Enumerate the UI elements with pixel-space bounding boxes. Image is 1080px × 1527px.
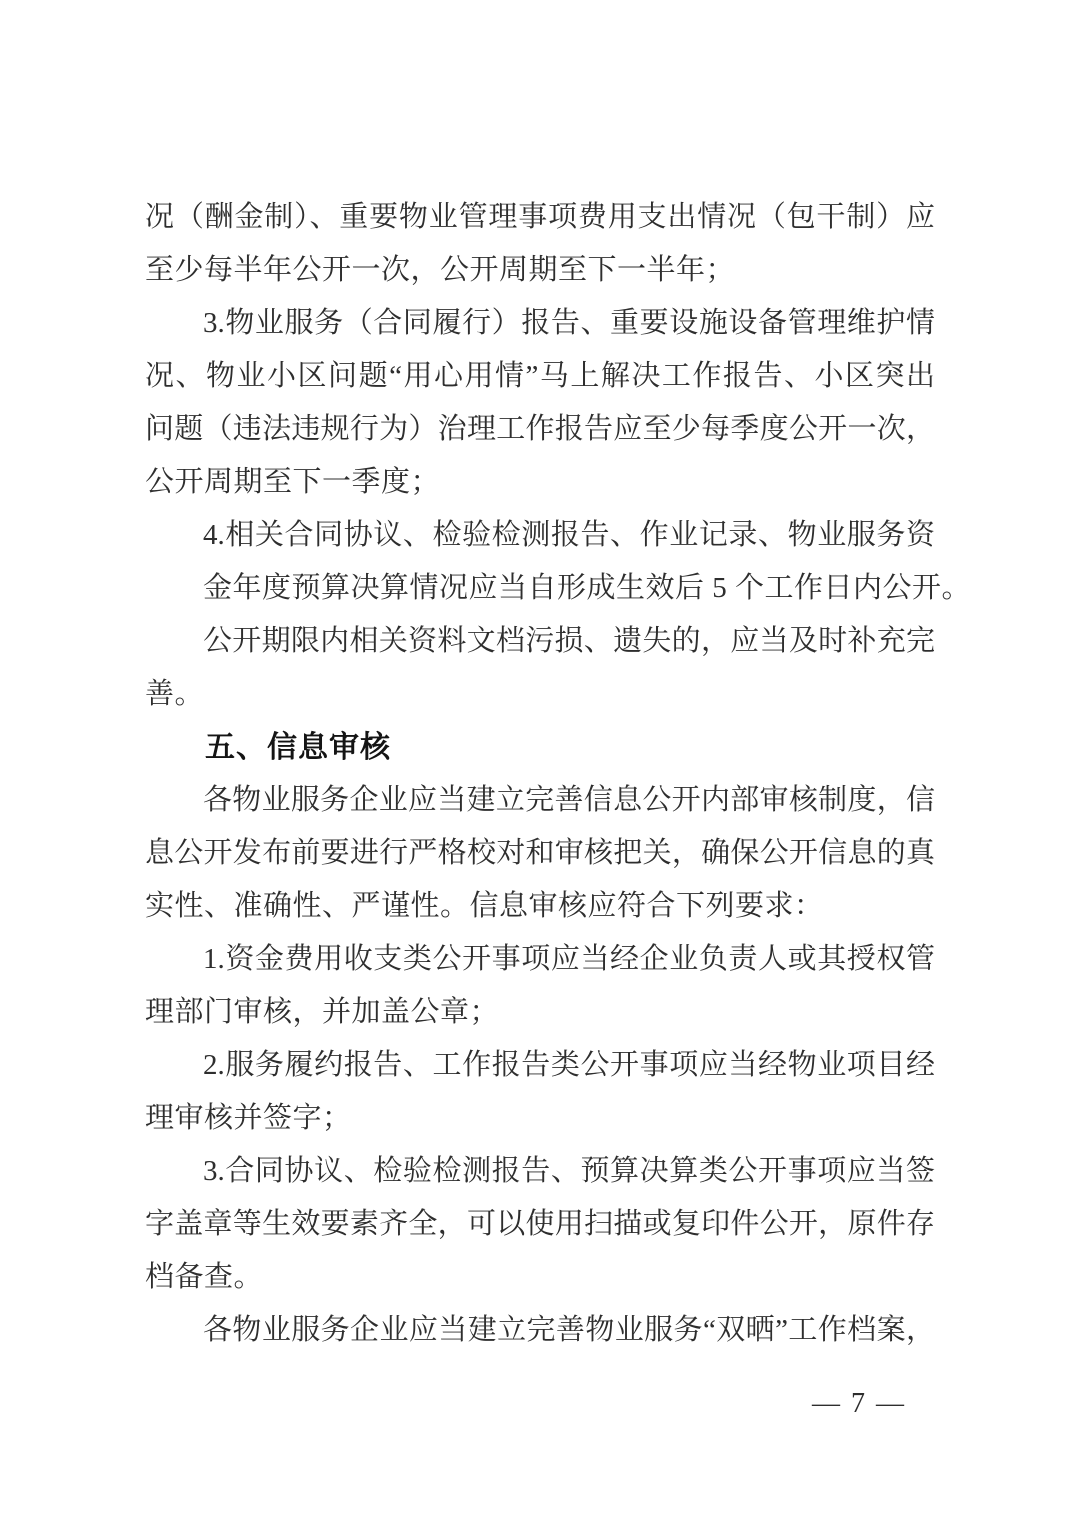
text-line: 至少每半年公开一次，公开周期至下一半年； bbox=[145, 254, 736, 286]
text-line: 实性、准确性、严谨性。信息审核应符合下列要求： bbox=[145, 890, 824, 922]
text-line: 况、物业小区问题“用心用情”马上解决工作报告、小区突出 bbox=[145, 360, 935, 392]
text-line: 问题（违法违规行为）治理工作报告应至少每季度公开一次， bbox=[145, 413, 935, 445]
text-line: 金年度预算决算情况应当自形成生效后 5 个工作日内公开。 bbox=[203, 572, 972, 604]
text-line: 4.相关合同协议、检验检测报告、作业记录、物业服务资 bbox=[203, 519, 935, 551]
text-line: 理部门审核，并加盖公章； bbox=[145, 996, 500, 1028]
text-line: 各物业服务企业应当建立完善物业服务“双晒”工作档案， bbox=[203, 1314, 935, 1346]
text-line: 3.合同协议、检验检测报告、预算决算类公开事项应当签 bbox=[203, 1155, 935, 1187]
text-line: 善。 bbox=[145, 678, 205, 710]
text-line: 2.服务履约报告、工作报告类公开事项应当经物业项目经 bbox=[203, 1049, 935, 1081]
text-line: 字盖章等生效要素齐全，可以使用扫描或复印件公开，原件存 bbox=[145, 1208, 935, 1240]
text-line: 各物业服务企业应当建立完善信息公开内部审核制度，信 bbox=[203, 784, 935, 816]
text-line: 档备查。 bbox=[145, 1261, 264, 1293]
text-line: 况（酬金制）、重要物业管理事项费用支出情况（包干制）应 bbox=[145, 201, 935, 233]
text-line: 3.物业服务（合同履行）报告、重要设施设备管理维护情 bbox=[203, 307, 935, 339]
text-line: 息公开发布前要进行严格校对和审核把关，确保公开信息的真 bbox=[145, 837, 935, 869]
section-heading: 五、信息审核 bbox=[205, 730, 391, 765]
page-number: — 7 — bbox=[812, 1388, 906, 1419]
text-line: 理审核并签字； bbox=[145, 1102, 352, 1134]
text-line: 1.资金费用收支类公开事项应当经企业负责人或其授权管 bbox=[203, 943, 935, 975]
document-body bbox=[145, 191, 972, 1357]
text-line: 公开周期至下一季度； bbox=[145, 466, 441, 498]
text-line: 公开期限内相关资料文档污损、遗失的，应当及时补充完 bbox=[203, 625, 935, 657]
